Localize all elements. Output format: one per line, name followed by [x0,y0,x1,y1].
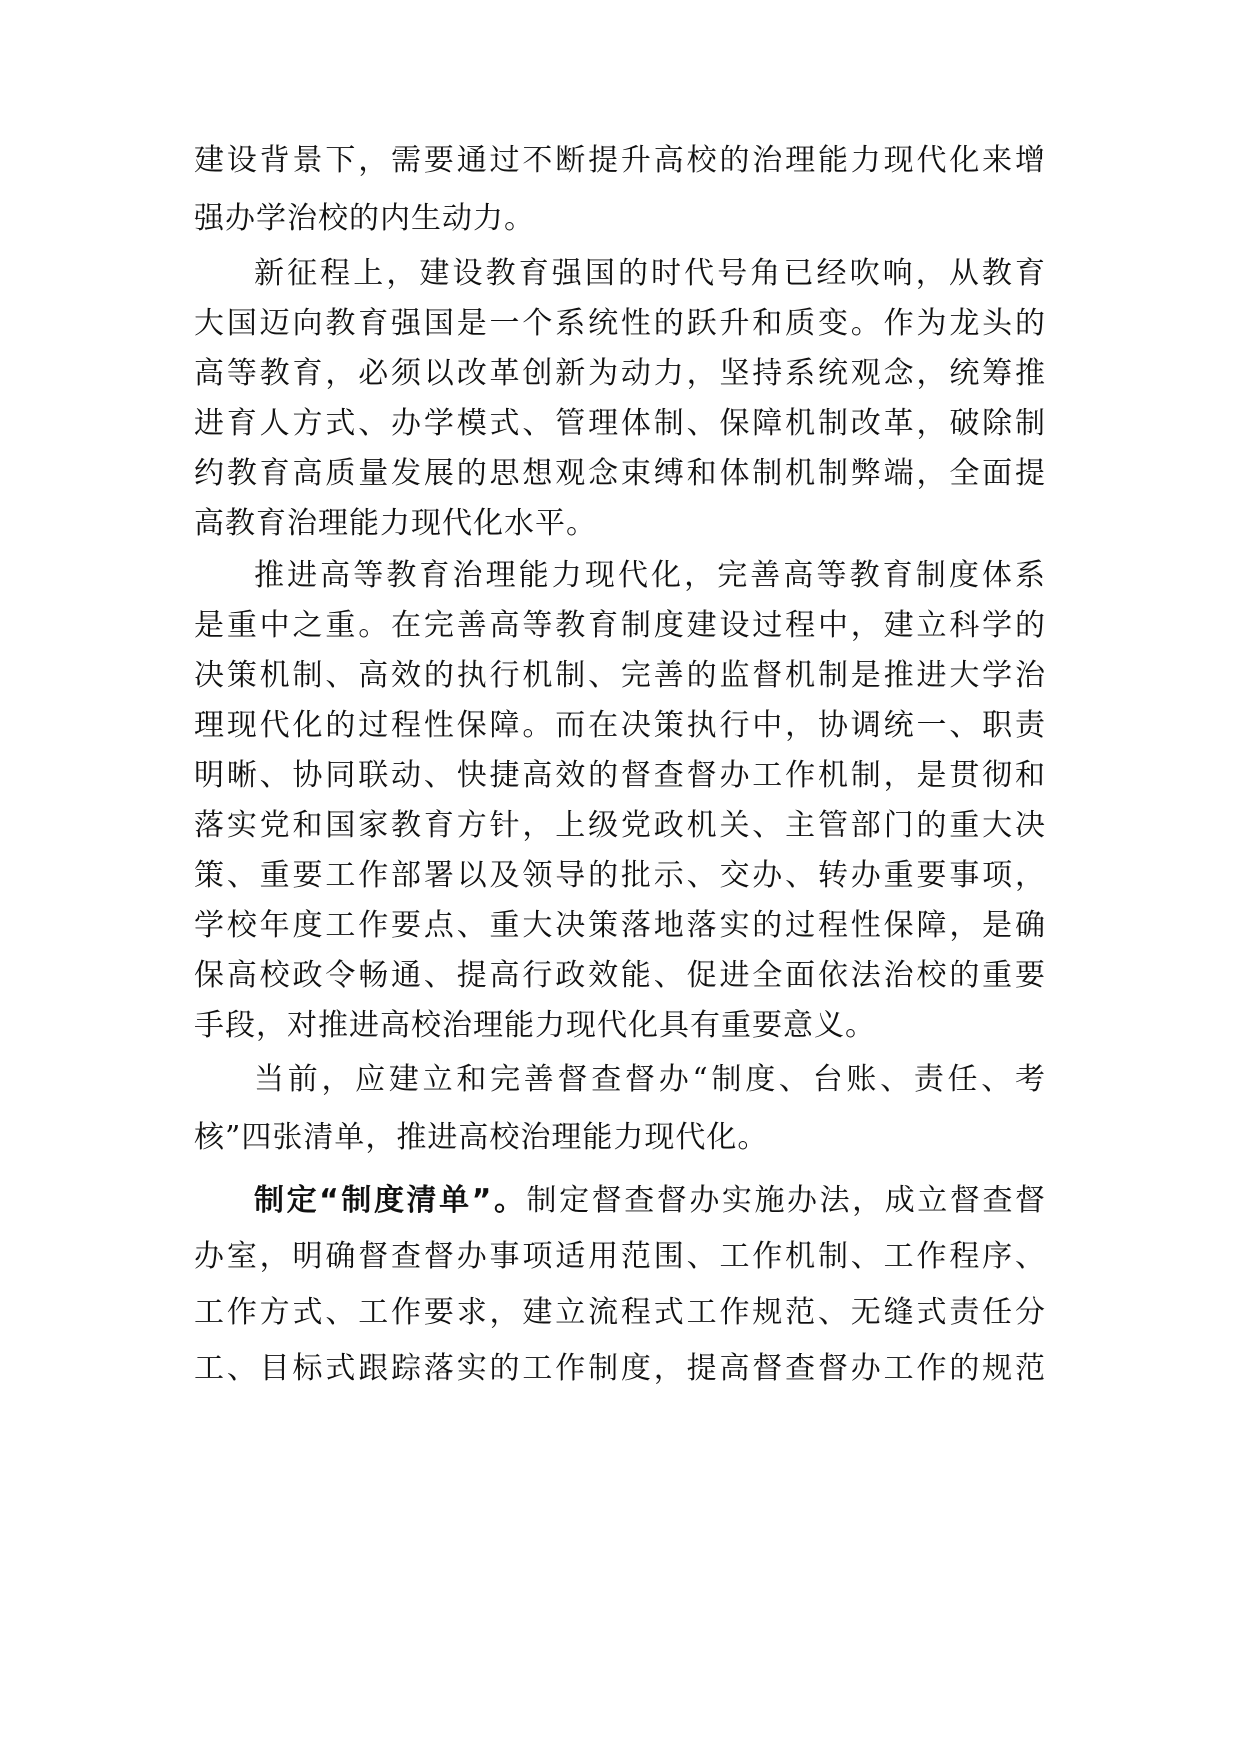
paragraph-5 [194,1176,1046,1394]
section-heading: 制定“制度清单”。 [254,1183,527,1218]
paragraph-line: 强办学治校的内生动力。 [194,201,535,236]
paragraph-line: 策、重要工作部署以及领导的批示、交办、转办重要事项， [194,858,1046,893]
paragraph-line: 工、目标式跟踪落实的工作制度，提高督查督办工作的规范 [194,1351,1046,1386]
paragraph-line: 约教育高质量发展的思想观念束缚和体制机制弊端，全面提 [194,456,1046,491]
paragraph-line: 新征程上，建设教育强国的时代号角已经吹响，从教育 [254,256,1046,291]
paragraph-line: 落实党和国家教育方针，上级党政机关、主管部门的重大决 [194,808,1046,843]
paragraph-line: 进育人方式、办学模式、管理体制、保障机制改革，破除制 [194,406,1046,441]
paragraph-line: 建设背景下，需要通过不断提升高校的治理能力现代化来增 [194,143,1046,178]
paragraph-line: 手段，对推进高校治理能力现代化具有重要意义。 [194,1008,876,1043]
paragraph-3 [194,551,1046,1051]
paragraph-line: 理现代化的过程性保障。而在决策执行中，协调统一、职责 [194,708,1046,743]
paragraph-line: 是重中之重。在完善高等教育制度建设过程中，建立科学的 [194,608,1046,643]
paragraph-2 [194,249,1046,549]
paragraph-line: 推进高等教育治理能力现代化，完善高等教育制度体系 [254,558,1046,593]
paragraph-4 [194,1055,1046,1163]
paragraph-line: 明晰、协同联动、快捷高效的督查督办工作机制，是贯彻和 [194,758,1046,793]
paragraph-line: 高教育治理能力现代化水平。 [194,506,597,541]
paragraph-line: 保高校政令畅通、提高行政效能、促进全面依法治校的重要 [194,958,1046,993]
paragraph-line: 决策机制、高效的执行机制、完善的监督机制是推进大学治 [194,658,1046,693]
paragraph-line: 学校年度工作要点、重大决策落地落实的过程性保障，是确 [194,908,1046,943]
paragraph-line: 办室，明确督查督办事项适用范围、工作机制、工作程序、 [194,1239,1046,1274]
paragraph-1 [194,136,1046,244]
paragraph-line: 核”四张清单，推进高校治理能力现代化。 [194,1120,769,1155]
paragraph-line: 当前，应建立和完善督查督办“制度、台账、责任、考 [254,1062,1046,1097]
paragraph-text: 制定督查督办实施办法，成立督查督 [526,1183,1047,1218]
paragraph-line: 大国迈向教育强国是一个系统性的跃升和质变。作为龙头的 [194,306,1046,341]
paragraph-line: 工作方式、工作要求，建立流程式工作规范、无缝式责任分 [194,1295,1046,1330]
paragraph-line: 高等教育，必须以改革创新为动力，坚持系统观念，统筹推 [194,356,1046,391]
paragraph-line [194,1176,1046,1226]
